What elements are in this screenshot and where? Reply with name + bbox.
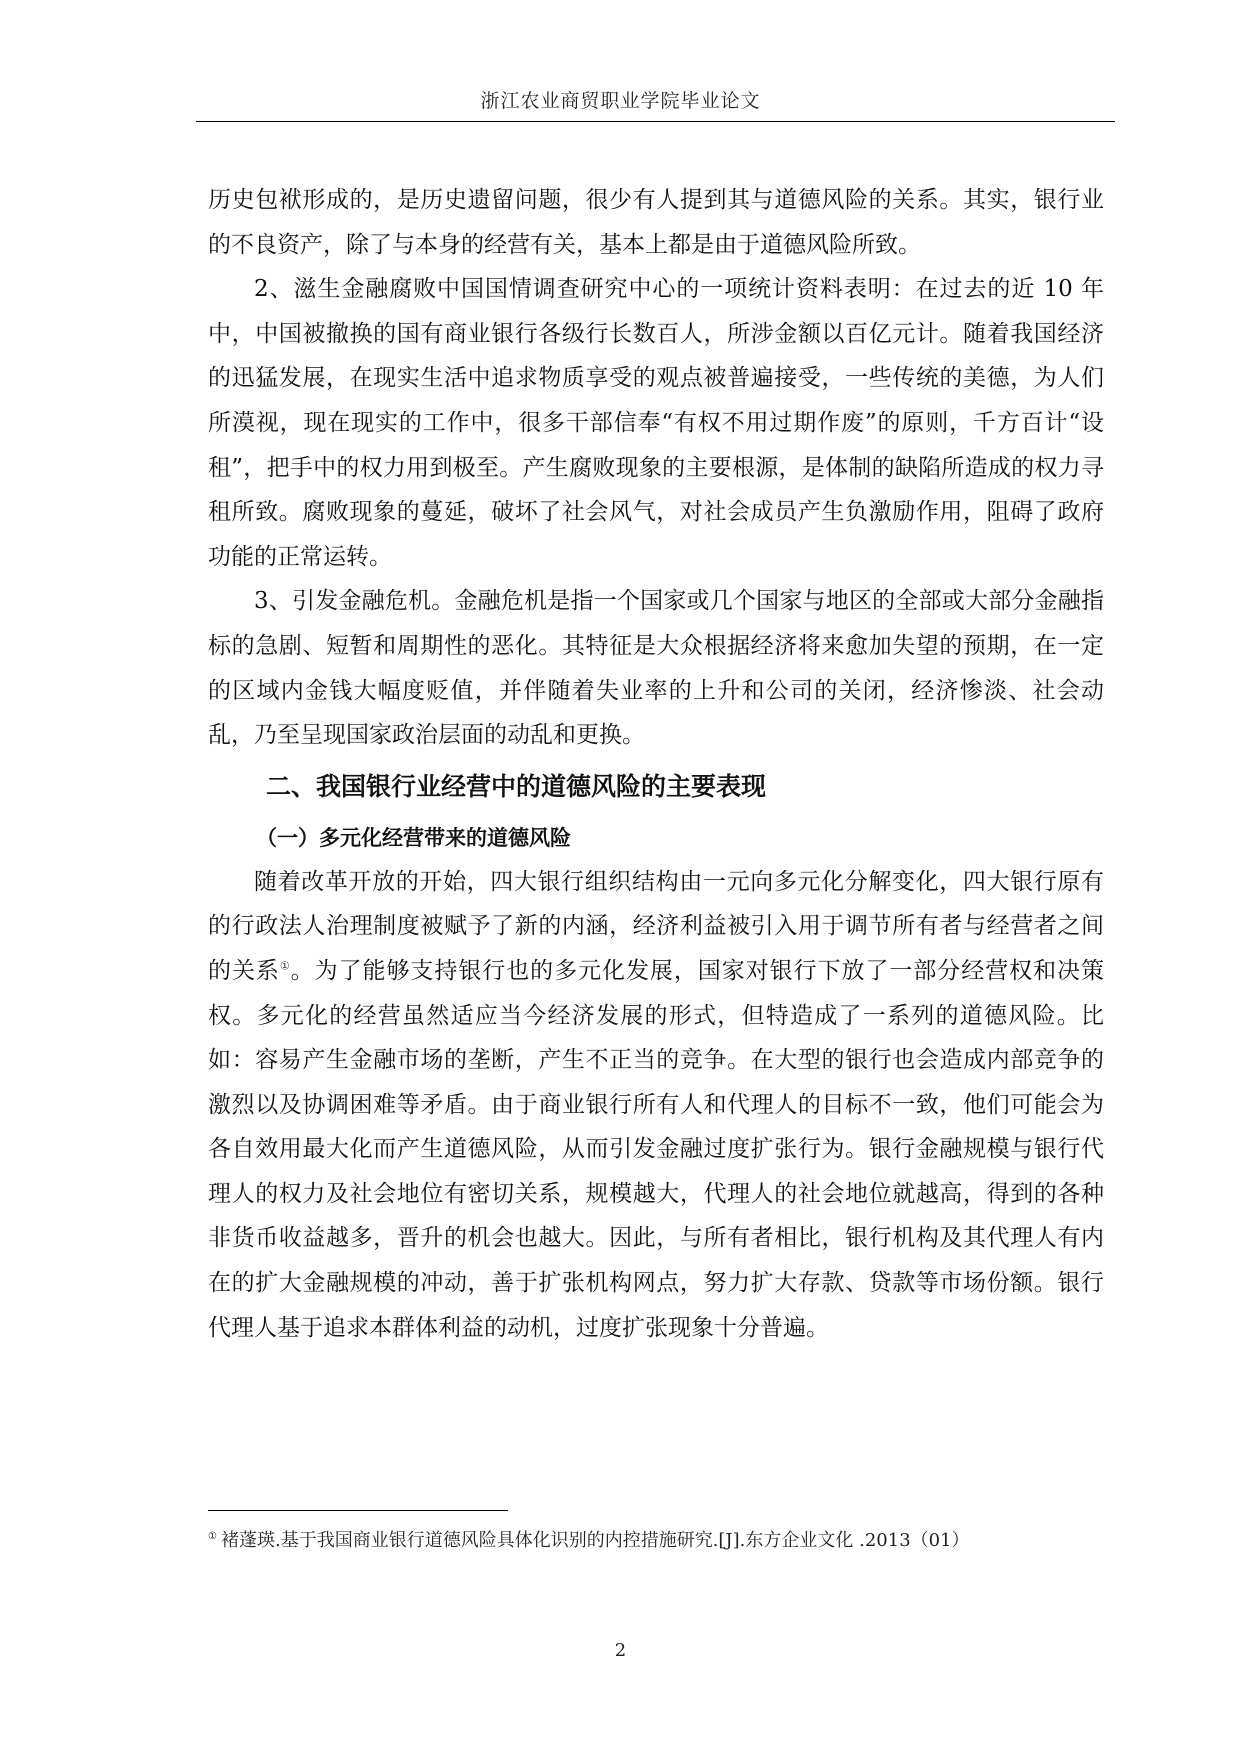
paragraph-diversification xyxy=(208,860,1104,1351)
footnote-reference[interactable]: ① xyxy=(279,959,291,973)
section-heading: 二、我国银行业经营中的道德风险的主要表现 xyxy=(266,771,767,801)
paragraph-corruption: 2、滋生金融腐败中国国情调查研究中心的一项统计资料表明：在过去的近 10 年中，中国被撤换的国有商业银行各级行长数百人，所涉金额以百亿元计。随着我国经济的迅猛发展，在现实生活中追求物质享受的观点被普遍接受，一些传统的美德，为人们所漠视，现在现实的工作中，很多干部信奉“有权不用过期作废”的原则，千方百计“设租”，把手中的权力用到极至。产生腐败现象的主要根源，是体制的缺陷所造成的权力寻租所致。腐败现象的蔓延，破坏了社会风气，对社会成员产生负激励作用，阻碍了政府功能的正常运转。 xyxy=(208,276,1104,570)
paragraph-continuation: 历史包袱形成的，是历史遗留问题，很少有人提到其与道德风险的关系。其实，银行业的不良资产，除了与本身的经营有关，基本上都是由于道德风险所致。 xyxy=(208,187,1104,258)
paragraph-text-part2: 。为了能够支持银行也的多元化发展，国家对银行下放了一部分经营权和决策权。多元化的经营虽然适应当今经济发展的形式，但特造成了一系列的道德风险。比如：容易产生金融市场的垄断，产生不正当的竞争。在大型的银行也会造成内部竞争的激烈以及协调困难等矛盾。由于商业银行所有人和代理人的目标不一致，他们可能会为各自效用最大化而产生道德风险，从而引发金融过度扩张行为。银行金融规模与银行代理人的权力及社会地位有密切关系，规模越大，代理人的社会地位就越高，得到的各种非货币收益越多，晋升的机会也越大。因此，与所有者相比，银行机构及其代理人有内在的扩大金融规模的冲动，善于扩张机构网点，努力扩大存款、贷款等市场份额。银行代理人基于追求本群体利益的动机，过度扩张现象十分普遍。 xyxy=(208,957,1104,1341)
footnote-marker: ① xyxy=(208,1531,217,1542)
body-text xyxy=(208,178,1104,1350)
running-header: 浙江农业商贸职业学院毕业论文 xyxy=(480,90,761,112)
paragraph-financial-crisis: 3、引发金融危机。金融危机是指一个国家或几个国家与地区的全部或大部分金融指标的急剧、短暂和周期性的恶化。其特征是大众根据经济将来愈加失望的预期，在一定的区域内金钱大幅度贬值，并伴随着失业率的上升和公司的关闭，经济惨淡、社会动乱，乃至呈现国家政治层面的动乱和更换。 xyxy=(208,588,1104,749)
footnote xyxy=(208,1526,1104,1556)
page-number: 2 xyxy=(614,1640,627,1661)
footnote-text: 褚蓬瑛.基于我国商业银行道德风险具体化识别的内控措施研究.[J].东方企业文化 .2013（01） xyxy=(220,1530,970,1551)
header-divider xyxy=(196,121,1115,122)
subsection-heading: （一）多元化经营带来的道德风险 xyxy=(256,825,571,850)
paragraph-text-part1: 随着改革开放的开始，四大银行组织结构由一元向多元化分解变化，四大银行原有的行政法人治理制度被赋予了新的内涵，经济利益被引入用于调节所有者与经营者之间的关系 xyxy=(208,868,1104,984)
footnote-divider xyxy=(208,1510,508,1511)
